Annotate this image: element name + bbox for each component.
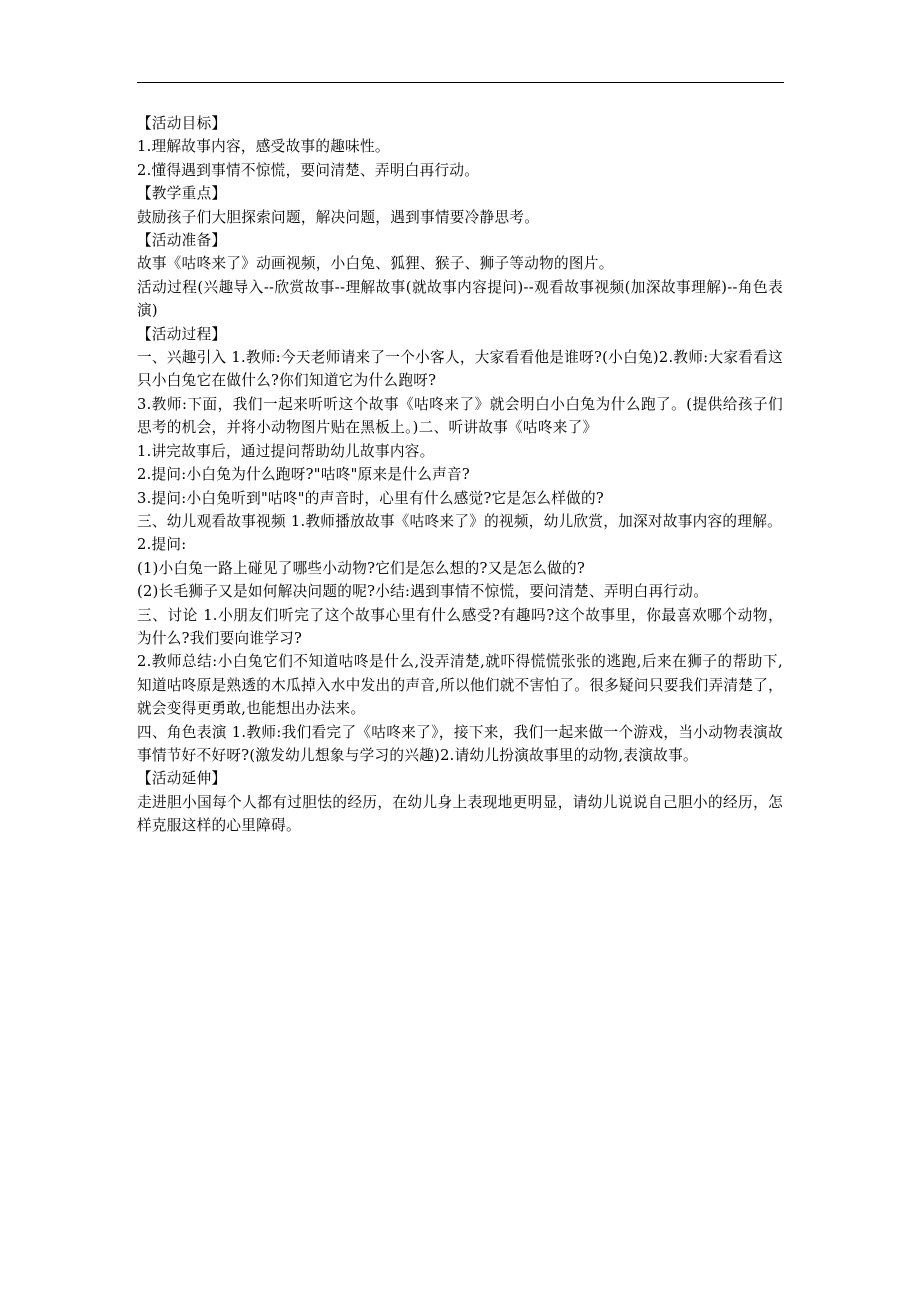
paragraph: 走进胆小国每个人都有过胆怯的经历，在幼儿身上表现地更明显，请幼儿说说自己胆小的经历，怎样克服这样的心里障碍。 <box>137 793 783 835</box>
section-heading-focus: 【教学重点】 <box>137 185 227 203</box>
paragraph: (1)小白兔一路上碰见了哪些小动物?它们是怎么想的?又是怎么做的? <box>137 559 586 577</box>
paragraph: 活动过程(兴趣导入--欣赏故事--理解故事(就故事内容提问)--观看故事视频(加深故事理解)--角色表演) <box>137 278 783 320</box>
paragraph: (2)长毛狮子又是如何解决问题的呢?小结:遇到事情不惊慌，要问清楚、弄明白再行动。 <box>137 583 709 601</box>
document-body <box>137 112 783 838</box>
paragraph: 三、幼儿观看故事视频 1.教师播放故事《咕咚来了》的视频，幼儿欣赏，加深对故事内容的理解。 <box>137 512 783 530</box>
section-heading-process: 【活动过程】 <box>137 325 227 343</box>
section-heading-goals: 【活动目标】 <box>137 115 227 132</box>
section-heading-extension: 【活动延伸】 <box>137 770 227 788</box>
paragraph: 2.懂得遇到事情不惊慌，要问清楚、弄明白再行动。 <box>137 161 480 179</box>
paragraph: 三、讨论 1.小朋友们听完了这个故事心里有什么感受?有趣吗?这个故事里，你最喜欢哪个动物，为什么?我们要向谁学习? <box>137 606 783 647</box>
section-heading-preparation: 【活动准备】 <box>137 232 227 250</box>
paragraph: 故事《咕咚来了》动画视频，小白兔、狐狸、猴子、狮子等动物的图片。 <box>137 255 614 273</box>
paragraph: 四、角色表演 1.教师:我们看完了《咕咚来了》，接下来，我们一起来做一个游戏，当小动物表演故事情节好不好呀?(激发幼儿想象与学习的兴趣)2.请幼儿扮演故事里的动物,表演故事。 <box>137 723 783 764</box>
paragraph: 3.教师:下面，我们一起来听听这个故事《咕咚来了》就会明白小白兔为什么跑了。(提供给孩子们思考的机会，并将小动物图片贴在黑板上。)二、听讲故事《咕咚来了》 <box>137 395 783 437</box>
paragraph: 1.理解故事内容，感受故事的趣味性。 <box>137 138 390 156</box>
paragraph: 鼓励孩子们大胆探索问题，解决问题，遇到事情要冷静思考。 <box>137 208 540 226</box>
paragraph: 2.教师总结:小白兔它们不知道咕咚是什么,没弄清楚,就吓得慌慌张张的逃跑,后来在狮子的帮助下,知道咕咚原是熟透的木瓜掉入水中发出的声音,所以他们就不害怕了。很多疑问只要我们弄清楚了，就会变得更勇敢,也能想出办法来。 <box>137 653 783 718</box>
paragraph: 2.提问:小白兔为什么跑呀?"咕咚"原来是什么声音? <box>137 466 470 484</box>
paragraph: 3.提问:小白兔听到"咕咚"的声音时，心里有什么感觉?它是怎么样做的? <box>137 489 605 507</box>
paragraph: 2.提问: <box>137 536 187 554</box>
paragraph: 一、兴趣引入 1.教师:今天老师请来了一个小客人，大家看看他是谁呀?(小白兔)2.教师:大家看看这只小白兔它在做什么?你们知道它为什么跑呀? <box>137 349 783 390</box>
paragraph: 1.讲完故事后，通过提问帮助幼儿故事内容。 <box>137 442 435 460</box>
header-rule <box>137 82 784 83</box>
